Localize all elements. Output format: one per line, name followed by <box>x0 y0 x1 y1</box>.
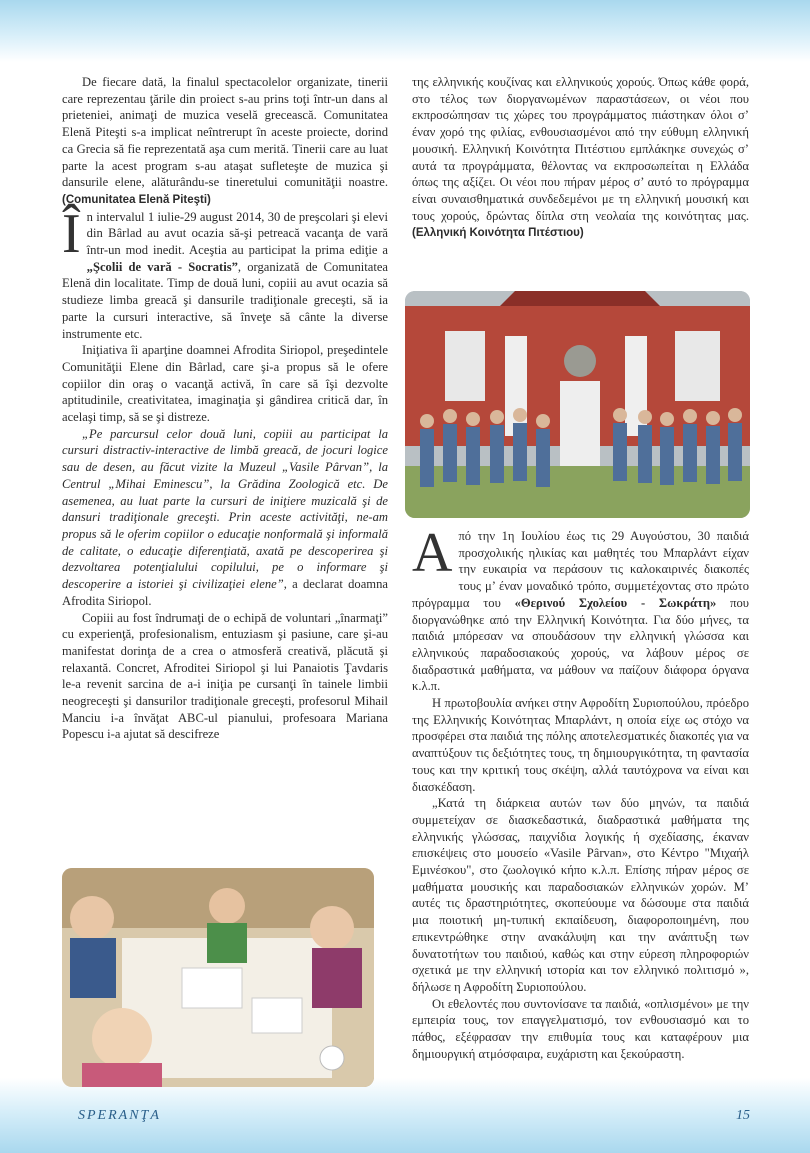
right-paragraph-3: Η πρωτοβουλία ανήκει στην Αφροδίτη Συριοπούλου, πρόεδρο της Ελληνικής Κοινότητας Μπαρλάντ, η οποία είχε ως στόχο να προσφέρει στα παιδιά της πόλης αποτελεσματικές διακοπές για να αναπτύξουν τις δεξιότητες τους, τη δημιουργικότητα, τη φαντασία τους και την κριτική τους σκέψη, αλλά ταυτόχρονα να είναι και διασκέδαση. <box>412 696 749 794</box>
right-paragraph-1: της ελληνικής κουζίνας και ελληνικούς χορούς. Όπως κάθε φορά, στο τέλος των διοργανωμένων παραστάσεων, οι νέοι που εκπροσώπησαν τις χώρες του προγράμματος πιάστηκαν όλοι σ’ έναν χορό της φιλίας, ενθουσιασμένοι από την εύθυμη ελληνική μουσική. Ελληνική Κοινότητα Πιτέστιου εμπλάκηκε συνεχώς σ’ αυτά τα προγράμματα, θέλοντας να εκπροσωπείται η Ελλάδα όπως της αξίζει. Οι νέοι που πήραν μέρος σ’ αυτό το πρόγραμμα είναι συναισθηματικά συνδεδεμένοι με τη ελληνική μουσική και τους χορούς, δρώντας δίπλα στη νεολαία της κοινότητας μας. (Ελληνική Κοινότητα Πιτέστιου) <box>412 75 749 240</box>
left-quote: „Pe parcursul celor două luni, copiii au participat la cursuri distractiv-interactive de limbă greacă, de jocuri logice sau de desen, au făcut vizite la Muzeul „Vasile Pârvan”, la Centrul „Mihai Eminescu”, la Grădina Zoologică etc. De asemenea, au luat parte la cursuri de iniţiere muzicală şi de dansuri tradiţionale greceşti. Prin aceste activităţi, ne-am propus să le oferim copiilor o educaţie nonformală şi informală de calitate, o educaţie diferenţiată, axată pe descoperirea şi dezvoltarea potenţialului copilului, pe o informare şi descoperire a istoriei şi civilizaţiei elene” <box>62 426 388 592</box>
group-statue-photo <box>405 291 750 518</box>
top-decorative-band <box>0 0 810 62</box>
left-paragraph-1: De fiecare dată, la finalul spectacolelor organizate, tinerii care reprezentau ţările din proiect s-au prins toţi într-un dans al prieteniei, animaţi de muzica veselă grecească. Comunitatea Elenă Piteşti s-a implicat neîntrerupt în aceste proiecte, dorind ca Grecia să fie reprezentată aşa cum merită. Tinerii care au luat parte la acest program s-au ataşat sufleteşte de muzica şi dansurile elene, alăturându-se tineretului comunităţii noastre. (Comunitatea Elenă Piteşti) <box>62 75 388 206</box>
group-statue-illustration <box>405 291 750 518</box>
right-school-name: «Θερινού Σχολείου - Σωκράτη» <box>514 595 717 610</box>
left-dropcap: Î <box>62 202 81 265</box>
left-school-name: „Şcolii de vară - Socratis” <box>86 259 238 274</box>
right-dropcap: Α <box>412 522 453 584</box>
right-paragraph-5: Οι εθελοντές που συντονίσανε τα παιδιά, «οπλισμένοι» με την εμπειρία τους, τον επαγγελματισμό, τον ενθουσιασμό και το πάθος, εξέφρασαν την επιθυμία τους και καταφέρουν μια δημιουργική ατμόσφαιρα, ευχάριστη και ξεκούραστη. <box>412 996 749 1061</box>
children-drawing-photo <box>62 868 374 1087</box>
right-signature: (Ελληνική Κοινότητα Πιτέστιου) <box>412 227 584 240</box>
page-number: 15 <box>736 1108 750 1123</box>
left-signature: (Comunitatea Elenă Piteşti) <box>62 193 211 206</box>
magazine-name: SPERANŢA <box>78 1108 161 1123</box>
right-paragraph-4: „Κατά τη διάρκεια αυτών των δύο μηνών, τα παιδιά συμμετείχαν σε διασκεδαστικά, διαδραστικά μαθήματα της ελληνικής γλώσσας, παιχνίδια λογικής ή σχεδίασης, έκαναν επισκέψεις στο μουσείο «Vasile Pârvan», στο Κέντρο "Μιχαήλ Εμινέσκου", στο ζωολογικό κήπο κ.λ.π. Επίσης πήραν μέρος σε μαθήματα μουσικής και παραδοσιακών ελληνικών χορών. Μ’ αυτές τις δραστηριότητες, σκοπεύουμε να δώσουμε στα παιδιά μια ποιοτική μη-τυπική εκπαίδευση, διαφοροποιημένη, που επικεντρώθηκε στην ανακάλυψη και την ανάπτυξη των δυνατοτήτων του παιδιού, καθώς και στην εύρεση πληροφοριών σχετικά με την ελληνική ιστορία και τον ελληνικό πολιτισμό », δήλωσε η Αφροδίτη Συριοπούλου. <box>412 796 749 994</box>
left-paragraph-4: „Pe parcursul celor două luni, copiii au participat la cursuri distractiv-interactive de limbă greacă, de jocuri logice sau de desen, au făcut vizite la Muzeul „Vasile Pârvan”, la Centrul „Mihai Eminescu”, la Grădina Zoologică etc. De asemenea, au luat parte la cursuri de iniţiere muzicală şi de dansuri tradiţionale greceşti. Prin aceste activităţi, ne-am propus să le oferim copiilor o educaţie nonformală şi informală de calitate, o educaţie diferenţiată, axată pe descoperirea şi dezvoltarea potenţialului copilului, pe o informare şi descoperire a istoriei şi civilizaţiei elene”, a declarat doamna Afrodita Siriopol. <box>62 426 388 608</box>
right-column-bottom <box>412 522 749 1063</box>
left-paragraph-3: Iniţiativa îi aparţine doamnei Afrodita Siriopol, preşedintele Comunităţii Elene din Bârlad, care şi-a propus să le ofere copiilor din oraş o vacanţă activă, în care să îşi dezvolte aptitudinile, creativitatea, imaginaţia şi gândirea critică dar, în acelaşi timp, să se şi distreze. <box>62 343 388 425</box>
left-column <box>62 74 388 743</box>
right-column-top <box>412 74 749 242</box>
left-paragraph-2: În intervalul 1 iulie-29 august 2014, 30 de preşcolari şi elevi din Bârlad au avut ocazia să-şi petreacă vacanţa de vară într-un mod inedit. Aceştia au participat la prima ediţie a „Şcolii de vară - Socratis”, organizată de Comunitatea Elenă din localitate. Timp de două luni, copiii au avut ocazia să studieze limba greacă şi dansurile tradiţionale greceşti, să ia parte la cursuri interactive, să înveţe să cânte la diverse instrumente etc. <box>62 202 389 341</box>
children-drawing-illustration <box>62 868 374 1087</box>
right-paragraph-2: Από την 1η Ιουλίου έως τις 29 Αυγούστου, 30 παιδιά προσχολικής ηλικίας και μαθητές του Μπαρλάντ είχαν την ευκαιρία να περάσουν τις καλοκαιρινές διακοπές τους μ’ έναν μοναδικό τρόπο, συμμετέχοντας στο πρώτο πρόγραμμα του «Θερινού Σχολείου - Σωκράτη» που διοργανώθηκε από την Ελληνική Κοινότητα. Για δύο μήνες, τα παιδιά μπόρεσαν να σπουδάσουν την ελληνική γλώσσα και ελληνικούς παραδοσιακούς χορούς, να λάβουν μέρος σε διαδραστικά μαθήματα, να μάθουν να παίζουν διάφορα όργανα κ.λ.π. <box>412 522 749 694</box>
left-paragraph-5: Copiii au fost îndrumaţi de o echipă de voluntari „înarmaţi” cu experienţă, profesionalism, entuziasm şi pasiune, care şi-au manifestat dorinţa de a crea o atmosferă creativă, plăcută şi relaxantă. Concret, Afroditei Siriopol şi lui Panaiotis Ţavdaris le-a revenit sarcina de a-i iniţia pe cursanţi în tainele limbii neogreceşti şi dansurilor tradiţionale greceşti, profesorul Mihail Manciu i-a învăţat ABC-ul pianului, profesoara Mariana Popescu i-a ajutat să descifreze <box>62 610 388 742</box>
